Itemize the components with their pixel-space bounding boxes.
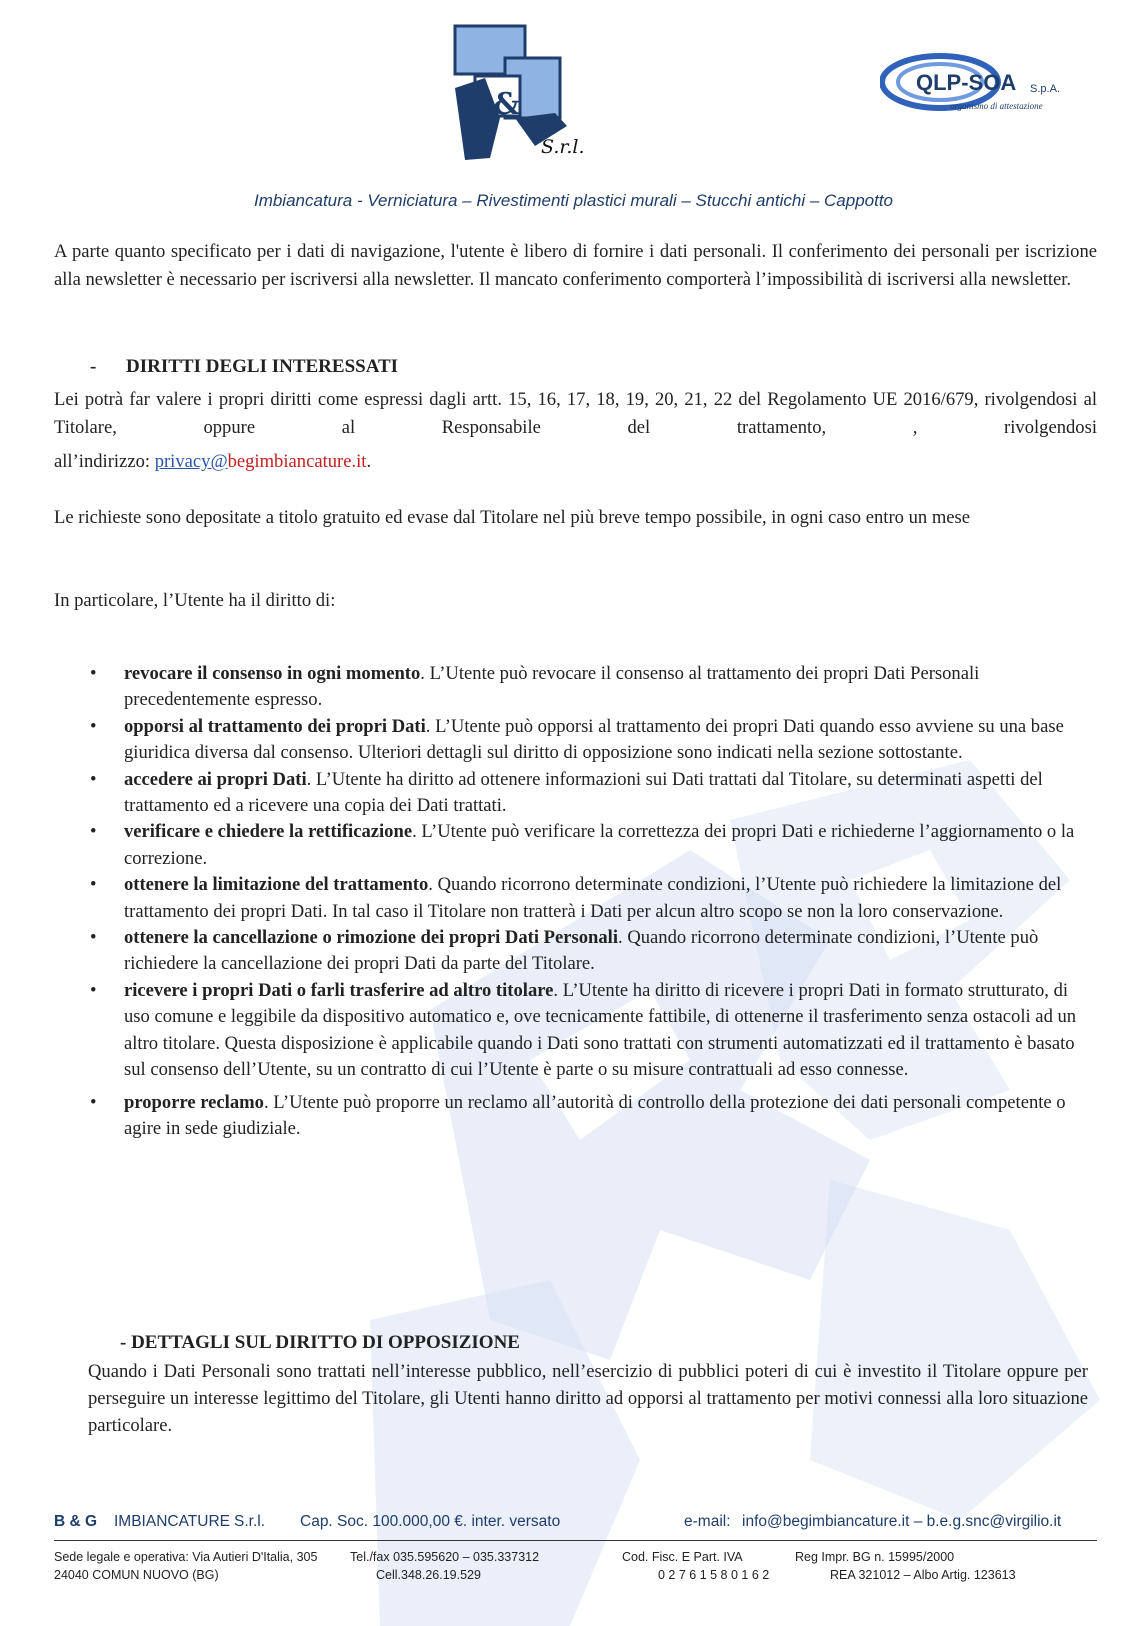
footer-company-line [54,1513,1097,1535]
right-description: . L’Utente può opporsi al trattamento dei propri Dati quando esso avviene su una base giuridica diversa dal consenso. Ulteriori dettagli sul diritto di opposizione sono indicati nella sezione sottostante. [124,715,1064,764]
address-prefix: all’indirizzo: [54,451,155,472]
footer-email-label: e-mail: [684,1513,731,1530]
intro-paragraph: A parte quanto specificato per i dati di navigazione, l'utente è libero di fornire i dati personali. Il conferimento dei personali per iscrizione alla newsletter è necessario per iscriversi alla newsletter. Il mancato conferimento comporterà l’impossibilità di iscriversi alla newsletter. [54,241,1097,290]
footer-tax-label: Cod. Fisc. E Part. IVA [622,1550,743,1564]
right-description: . L’Utente ha diritto ad ottenere informazioni sui Dati trattati dal Titolare, su determinati aspetti del trattamento ed a ricevere una copia dei Dati trattati. [124,768,1043,817]
footer-company-suffix: S.r.l. [234,1513,266,1530]
footer-phone: Tel./fax 035.595620 – 035.337312 [350,1550,540,1564]
right-title: accedere ai propri Dati [124,768,307,790]
right-description: . L’Utente ha diritto di ricevere i propri Dati in formato strutturato, di uso comune e leggibile da dispositivo automatico e, ove tecnicamente fattibile, di ottenerne il trasferimento senza ostacoli ad un altro titolare. Questa disposizione è applicabile quando i Dati sono trattati con strumenti automatizzati ed il trattamento è basato sul consenso dell’Utente, su un contratto di cui l’Utente è parte o su misure contrattuali ad esso connesse. [124,979,1077,1081]
footer-divider [54,1540,1097,1541]
bullet-icon: • [90,768,97,790]
right-description: . L’Utente può verificare la correttezza dei propri Dati e richiederne l’aggiornamento o la correzione. [124,821,1075,869]
right-title: verificare e chiedere la rettificazione [124,821,413,843]
right-title: ricevere i propri Dati o farli trasferire ad altro titolare [124,979,554,1001]
bullet-icon: • [90,821,97,843]
bullet-icon: • [90,874,97,896]
company-logo [445,18,595,168]
right-title: opporsi al trattamento dei propri Dati [124,715,426,737]
footer-company: IMBIANCATURE [114,1513,230,1530]
rights-list-item [90,872,1097,925]
rights-heading-dash: - [90,356,97,377]
right-description: . L’Utente può proporre un reclamo all’autorità di controllo della protezione dei dati personali competente o agire in sede giudiziale. [124,1091,1066,1139]
rights-list-item [90,661,1097,714]
footer-reg: Reg Impr. BG n. 15995/2000 [795,1550,955,1564]
bullet-icon: • [90,927,97,949]
rights-list-item [90,1090,1097,1143]
logo-suffix: S.r.l. [541,136,585,158]
opposition-heading: - DETTAGLI SUL DIRITTO DI OPPOSIZIONE [120,1332,520,1353]
bullet-icon: • [90,663,97,684]
footer-company-bold: B & G [54,1513,98,1530]
bullet-icon: • [90,979,97,1001]
right-description: . Quando ricorrono determinate condizioni, l’Utente può richiedere la limitazione del trattamento dei propri Dati. In tal caso il Titolare non tratterà i Dati per alcun altro scopo se non la loro conservazione. [124,874,1062,922]
rights-heading: DIRITTI DEGLI INTERESSATI [126,356,399,377]
rights-list-item [90,767,1097,820]
bullet-icon: • [90,715,97,737]
rights-list-item [90,925,1097,978]
address-suffix: . [366,451,372,472]
bullet-icon: • [90,1091,97,1113]
rights-list [90,661,1097,1142]
footer-rea: REA 321012 – Albo Artig. 123613 [830,1568,1016,1582]
privacy-email-link[interactable] [155,451,228,472]
opposition-paragraph: Quando i Dati Personali sono trattati nell’interesse pubblico, nell’esercizio di pubblici poteri di cui è investito il Titolare oppure per perseguire un interesse legittimo del Titolare, gli Utenti hanno diritto ad opporsi al trattamento per motivi connessi alla loro situazione particolare. [88,1361,1088,1436]
right-description: . L’Utente può revocare il consenso al trattamento dei propri Dati Personali precedentemente espresso. [124,663,980,711]
footer-address-line1: Sede legale e operativa: Via Autieri D'Italia, 305 [54,1550,318,1564]
right-description: . Quando ricorrono determinate condizioni, l’Utente può richiedere la cancellazione dei propri Dati da parte del Titolare. [124,927,1039,975]
requests-paragraph: Le richieste sono depositate a titolo gratuito ed evase dal Titolare nel più breve tempo possibile, in ogni caso entro un mese [54,507,971,528]
email-user: privacy@ [154,451,228,472]
rights-paragraph: Lei potrà far valere i propri diritti come espressi dagli artt. 15, 16, 17, 18, 19, 20, 21, 22 del Regolamento UE 2016/679, rivolgendosi al Titolare, oppure al Responsabile del trattamento, , rivolgendosi [54,389,1097,438]
footer-mobile: Cell.348.26.19.529 [376,1568,481,1582]
svg-text:&: & [493,87,521,122]
qlp-soa-logo [880,52,1080,124]
right-title: proporre reclamo [124,1091,264,1113]
qlp-logo-name: QLP-SOA [916,70,1017,95]
qlp-logo-subtitle: organismo di attestazione [950,101,1043,111]
footer-tax-number: 0 2 7 6 1 5 8 0 1 6 2 [658,1568,770,1582]
footer-details [54,1550,1097,1590]
address-line [54,448,1097,476]
right-title: ottenere la limitazione del trattamento [124,874,429,896]
rights-list-item [90,714,1097,767]
qlp-logo-suffix: S.p.A. [1030,83,1060,95]
footer-capital: Cap. Soc. 100.000,00 €. inter. versato [300,1513,561,1530]
rights-list-item [90,819,1097,872]
rights-list-item [90,978,1097,1084]
footer-emails[interactable]: info@begimbiancature.it – b.e.g.snc@virgilio.it [742,1513,1062,1530]
right-title: revocare il consenso in ogni momento [124,663,421,684]
in-particular-text: In particolare, l’Utente ha il diritto di: [54,590,336,611]
footer-address-line2: 24040 COMUN NUOVO (BG) [54,1568,219,1582]
company-tagline: Imbiancatura - Verniciatura – Rivestimenti plastici murali – Stucchi antichi – Cappotto [253,191,894,210]
email-domain: begimbiancature.it [227,451,367,472]
right-title: ottenere la cancellazione o rimozione dei propri Dati Personali [124,927,619,949]
